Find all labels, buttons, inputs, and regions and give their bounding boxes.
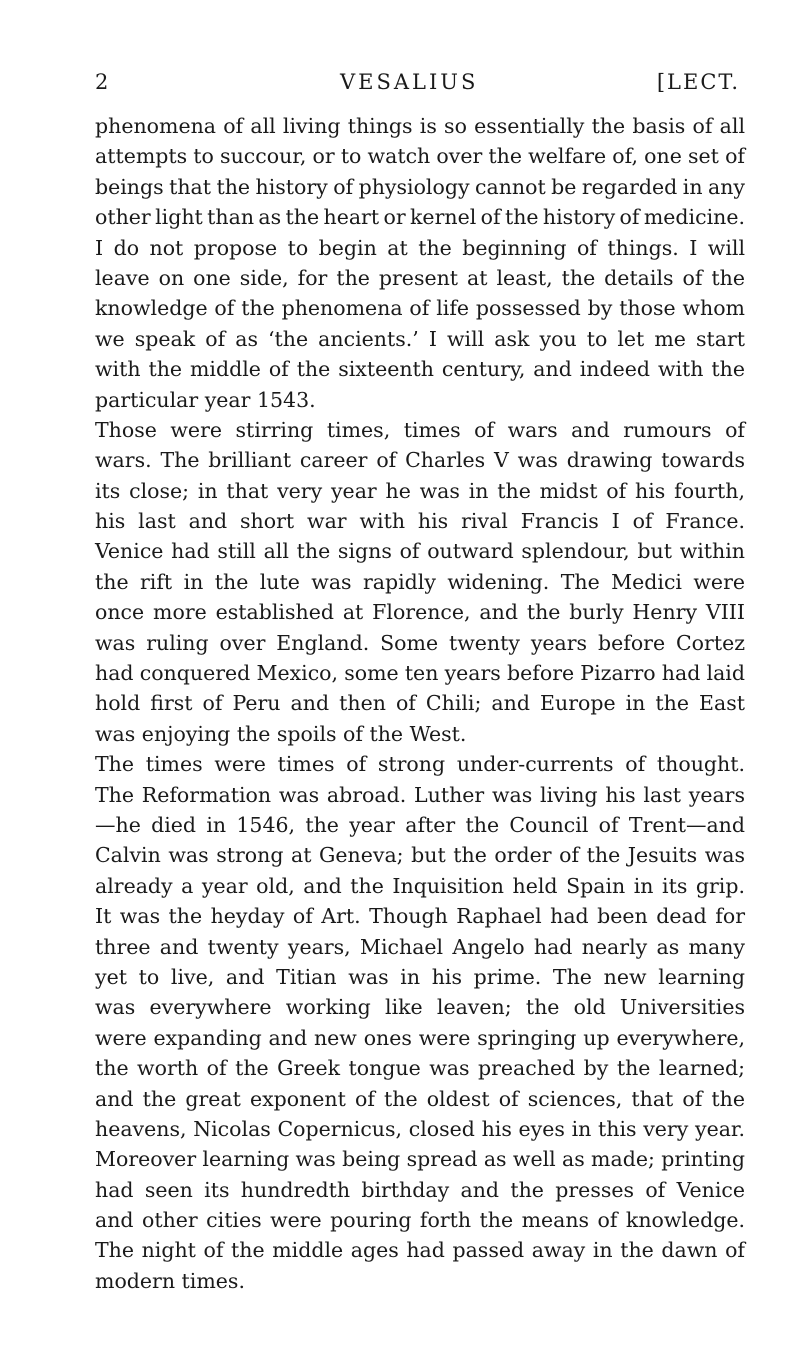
paragraph [95,111,745,233]
text-line: his last and short war with his rival Francis I of France. [95,509,745,534]
text-line: Calvin was strong at Geneva; but the order of the Jesuits was [95,843,745,868]
text-line: attempts to succour, or to watch over the welfare of, one set of [95,144,745,169]
text-line: The times were times of strong under-currents of thought. [95,752,745,777]
paragraph [95,233,745,415]
text-line: —he died in 1546, the year after the Council of Trent—and [95,812,745,837]
text-line: hold first of Peru and then of Chili; and Europe in the East [95,691,745,716]
text-line: three and twenty years, Michael Angelo had nearly as many [95,934,745,959]
text-line: once more established at Florence, and the burly Henry VIII [95,600,745,625]
paragraph [95,749,745,1296]
text-line: had conquered Mexico, some ten years before Pizarro had laid [95,661,745,686]
text-line: modern times. [95,1268,245,1293]
text-line: and the great exponent of the oldest of sciences, that of the [95,1086,745,1111]
text-line: leave on one side, for the present at least, the details of the [95,265,745,290]
body-text [95,111,745,1296]
text-line: other light than as the heart or kernel of the history of medicine. [95,205,745,230]
text-line: I do not propose to begin at the beginning of things. I will [95,235,745,260]
text-line: heavens, Nicolas Copernicus, closed his eyes in this very year. [95,1116,745,1141]
page-number: 2 [95,70,110,94]
text-line: were expanding and new ones were springing up everywhere, [95,1025,745,1050]
text-line: phenomena of all living things is so essentially the basis of all [95,114,745,138]
text-line: wars. The brilliant career of Charles V was drawing towards [95,448,745,473]
text-line: its close; in that very year he was in the midst of his fourth, [95,478,745,503]
text-line: was enjoying the spoils of the West. [95,721,467,746]
text-line: was ruling over England. Some twenty years before Cortez [95,630,745,655]
text-line: It was the heyday of Art. Though Raphael had been dead for [95,904,745,929]
text-line: had seen its hundredth birthday and the presses of Venice [95,1177,745,1202]
text-line: with the middle of the sixteenth century, and indeed with the [95,357,745,382]
lecture-mark: [LECT. [656,70,740,94]
text-line: Those were stirring times, times of wars and rumours of [95,417,745,442]
running-head [95,70,740,100]
paragraph [95,415,745,749]
text-line: we speak of as ‘the ancients.’ I will ask you to let me start [95,326,745,351]
text-line: particular year 1543. [95,387,316,412]
text-line: the worth of the Greek tongue was preached by the learned; [95,1056,745,1081]
running-title: VESALIUS [340,70,479,94]
text-line: beings that the history of physiology cannot be regarded in any [95,174,745,199]
text-line: and other cities were pouring forth the means of knowledge. [95,1208,745,1233]
text-line: Venice had still all the signs of outward splendour, but within [95,539,745,564]
text-line: The Reformation was abroad. Luther was living his last years [95,782,745,807]
text-line: knowledge of the phenomena of life possessed by those whom [95,296,745,321]
text-line: the rift in the lute was rapidly widening. The Medici were [95,569,745,594]
text-line: yet to live, and Titian was in his prime. The new learning [95,964,745,989]
text-line: was everywhere working like leaven; the old Universities [95,995,745,1020]
text-line: The night of the middle ages had passed away in the dawn of [95,1238,745,1263]
text-line: Moreover learning was being spread as well as made; printing [95,1147,745,1172]
text-line: already a year old, and the Inquisition held Spain in its grip. [95,873,745,898]
